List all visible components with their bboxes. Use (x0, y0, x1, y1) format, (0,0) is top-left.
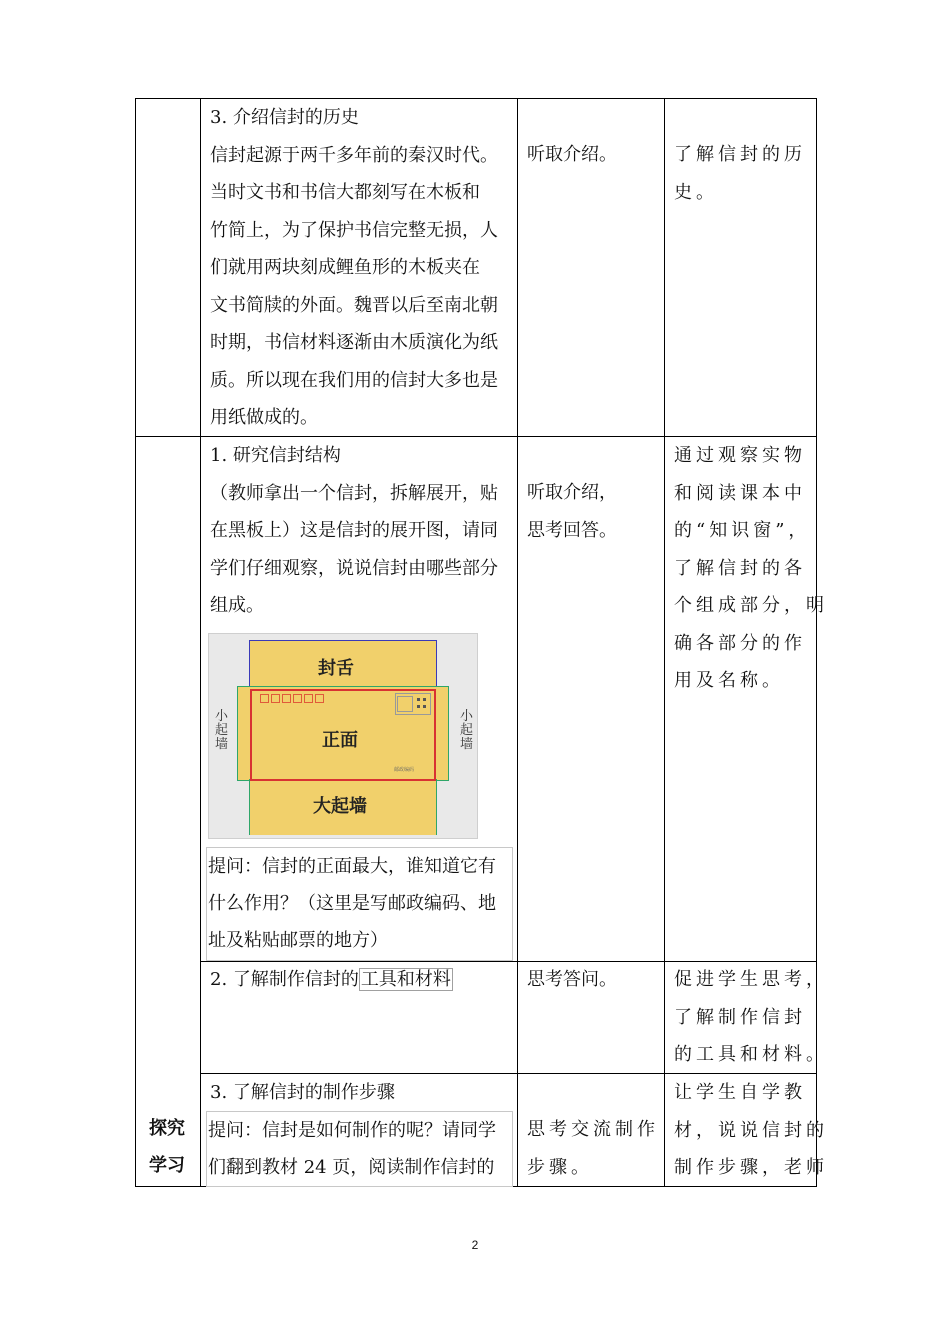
row2-student-activity (527, 474, 617, 549)
row4-content (210, 1074, 395, 1112)
right-wall-label: 小起墙 (460, 709, 474, 752)
intent-line: 促进学生思考， (674, 969, 828, 990)
fine-print-label: 邮政编码 (394, 767, 415, 773)
row4-question-box (206, 1111, 513, 1187)
content-line: （教师拿出一个信封，拆解展开，贴 (210, 482, 498, 504)
intent-line: 个组成部分，明 (674, 595, 828, 616)
content-line: 用纸做成的。 (210, 407, 318, 428)
content-line: 质。所以现在我们用的信封大多也是 (210, 369, 498, 391)
content-line: 在黑板上）这是信封的展开图，请同 (210, 520, 498, 541)
page-number: 2 (471, 1238, 479, 1252)
content-line: 学们仔细观察，说说信封由哪些部分 (210, 557, 498, 579)
stage-label-line: 学习 (149, 1155, 185, 1176)
question-line: 什么作用？（这里是写邮政编码、地 (208, 893, 496, 914)
question-line: 提问：信封是如何制作的呢？请同学 (208, 1120, 496, 1141)
content-line: 1. 研究信封结构 (210, 445, 341, 466)
intent-line: 确各部分的作 (674, 632, 806, 654)
row1-student-activity (527, 136, 617, 174)
student-line: 听取介绍。 (527, 144, 617, 165)
stage-label-line: 探究 (149, 1118, 185, 1139)
student-line: 步骤。 (527, 1156, 593, 1178)
front-label: 正面 (322, 730, 358, 751)
row4-student-activity (527, 1111, 659, 1186)
student-line: 思考回答。 (527, 519, 617, 541)
content-line: 3. 了解信封的制作步骤 (210, 1082, 395, 1103)
question-line: 提问：信封的正面最大，谁知道它有 (208, 856, 496, 877)
student-line: 思考答问。 (527, 969, 617, 990)
row4-intent (674, 1074, 828, 1187)
content-line: 信封起源于两千多年前的秦汉时代。 (210, 144, 498, 166)
row3-intent (674, 961, 828, 1074)
intent-line: 制作步骤，老师 (674, 1157, 828, 1178)
student-line: 思考交流制作 (527, 1119, 659, 1140)
row1-intent (674, 136, 806, 211)
row3-content (210, 961, 453, 999)
intent-line: 让学生自学教 (674, 1082, 806, 1103)
postcode-boxes (260, 694, 324, 703)
tab-label: 封舌 (318, 658, 354, 679)
intent-line: 通过观察实物 (674, 445, 806, 466)
tools-materials-highlight: 工具和材料 (360, 969, 451, 990)
row2-intent (674, 437, 828, 700)
intent-line: 用及名称。 (674, 670, 784, 691)
intent-line: 和阅读课本中 (674, 482, 806, 504)
row1-content (210, 99, 498, 437)
row3-content-prefix: 2. 了解制作信封的 (210, 969, 359, 990)
intent-line: 材，说说信封的 (674, 1119, 828, 1141)
content-line: 当时文书和书信大都刻写在木板和 (210, 182, 480, 203)
intent-line: 的“知识窗”， (674, 520, 811, 541)
content-line: 竹简上，为了保护书信完整无损，人 (210, 219, 498, 241)
bottom-wall-label: 大起墙 (313, 796, 367, 817)
envelope-unfolded-diagram (208, 633, 478, 839)
content-line: 时期，书信材料逐渐由木质演化为纸 (210, 332, 498, 353)
content-line: 们就用两块刻成鲤鱼形的木板夹在 (210, 257, 480, 278)
row2-content (210, 437, 498, 625)
question-line: 址及粘贴邮票的地方） (208, 930, 388, 951)
stamp-area (395, 693, 431, 715)
intent-line: 了解制作信封 (674, 1006, 806, 1028)
intent-line: 了解信封的历 (674, 144, 806, 165)
intent-line: 史。 (674, 181, 718, 203)
content-line: 组成。 (210, 595, 264, 616)
stage-label (149, 1110, 185, 1184)
student-line: 听取介绍， (527, 482, 617, 503)
question-line: 们翻到教材 24 页，阅读制作信封的 (208, 1157, 495, 1178)
intent-line: 的工具和材料。 (674, 1044, 828, 1065)
content-line: 文书简牍的外面。魏晋以后至南北朝 (210, 294, 498, 316)
left-wall-label: 小起墙 (215, 709, 229, 752)
content-line: 3. 介绍信封的历史 (210, 107, 359, 128)
row3-student-activity (527, 961, 617, 999)
intent-line: 了解信封的各 (674, 557, 806, 579)
row2-question-box (206, 847, 513, 961)
